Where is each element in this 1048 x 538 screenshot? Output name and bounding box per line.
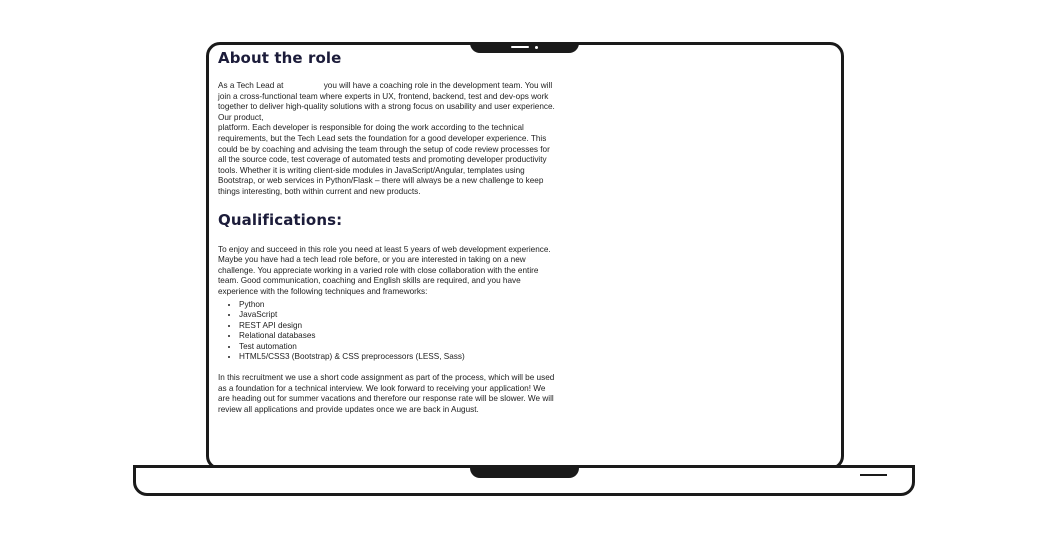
about-text-part-1: you will have a coaching role in the development team. You will join a cross-functional team where experts in UX, frontend, backend, test and dev-ops work together to deliver high-quality solutions with a strong focus on usability and user experience. Our product, — [218, 81, 555, 122]
list-item: • HTML5/CSS3 (Bootstrap) & CSS preprocessors (LESS, Sass) — [239, 352, 558, 363]
qualifications-heading: Qualifications: — [218, 210, 343, 229]
laptop-screen — [206, 42, 844, 470]
list-item: • REST API design — [239, 321, 558, 332]
about-text-part-2: platform. Each developer is responsible for doing the work according to the technical requirements, but the Tech Lead sets the foundation for a good developer experience. This could be by coaching and advising the team through the setup of code review processes for all the source code, test coverage of automated tests and promoting developer productivity tools. Whether it is writing client-side modules in JavaScript/Angular, templates using Bootstrap, or web services in Python/Flask – there will always be a new challenge to keep things interesting, both within current and new products. — [218, 123, 550, 196]
job-description — [218, 47, 558, 415]
list-item: • Test automation — [239, 342, 558, 353]
about-lead-text: As a Tech Lead at — [218, 81, 284, 90]
list-item: • Python — [239, 300, 558, 311]
closing-paragraph: In this recruitment we use a short code assignment as part of the process, which will be used as a foundation for a technical interview. We look forward to receiving your application! We are heading out for summer vacations and therefore our response rate will be slower. We will review all applications and provide updates once we are back in August. — [218, 373, 555, 414]
hinge-notch — [470, 465, 579, 478]
skills-list — [218, 300, 558, 364]
camera-bar-icon — [511, 46, 529, 48]
list-item: • JavaScript — [239, 310, 558, 321]
about-paragraph — [218, 81, 558, 198]
about-heading: About the role — [218, 49, 342, 67]
indicator-light-icon — [860, 474, 887, 476]
list-item: • Relational databases — [239, 331, 558, 342]
qualifications-intro: To enjoy and succeed in this role you need at least 5 years of web development experience. Maybe you have had a tech lead role before, or you are interested in taking on a new challenge. You appreciate working in a varied role with close collaboration with the entire team. Good communication, coaching and English skills are required, and you have experience with the following techniques and frameworks: — [218, 244, 551, 296]
camera-dot-icon — [535, 46, 538, 49]
camera-notch — [470, 42, 579, 53]
